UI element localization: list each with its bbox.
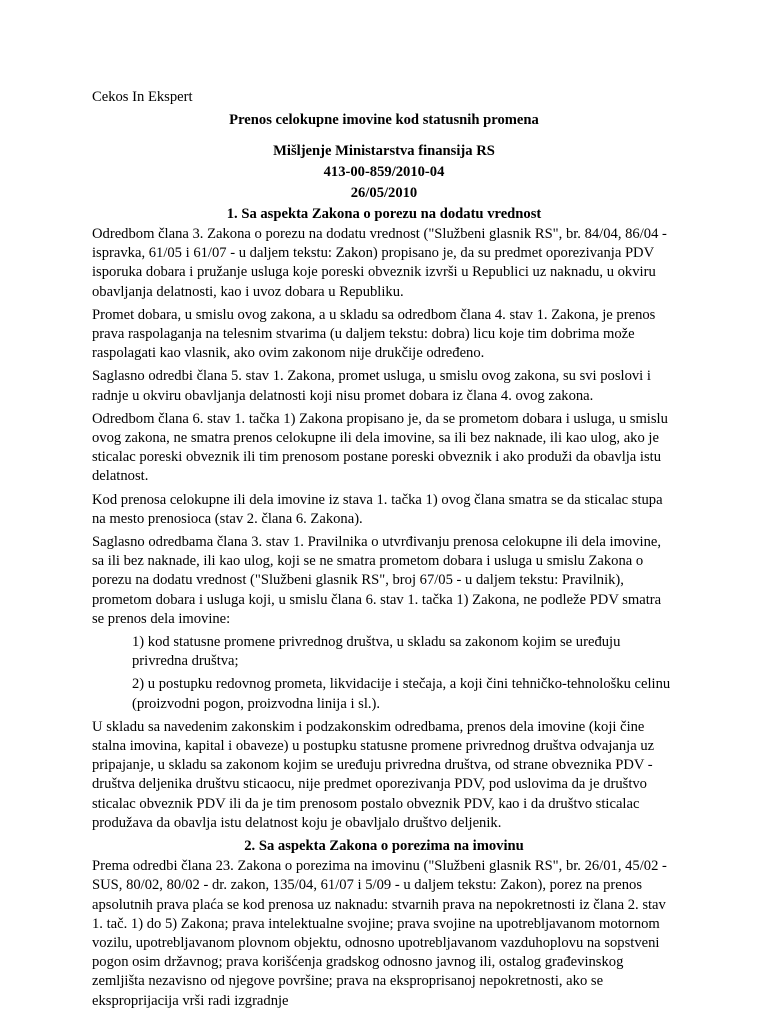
- section-1-heading: 1. Sa aspekta Zakona o porezu na dodatu vrednost: [226, 206, 542, 222]
- document-number: 413-00-859/2010-04: [323, 164, 445, 180]
- section-1-paragraph: Saglasno odredbama člana 3. stav 1. Pravilnika o utvrđivanju prenosa celokupne ili dela imovine, sa ili bez naknade, ili kao ulog, koji se ne smatra prometom dobara i usluga u smislu Zakona o porezu na dodatu vrednost ("Službeni glasnik RS", broj 67/05 - u daljem tekstu: Pravilnik), prometom dobara i usluga koji, u smislu člana 6. stav 1. tačka 1) Zakona, ne podleže PDV smatra se prenos dela imovine:: [92, 534, 662, 627]
- document-date: 26/05/2010: [350, 185, 418, 201]
- document-title: Prenos celokupne imovine kod statusnih promena: [229, 112, 539, 128]
- section-1-paragraph: Odredbom člana 3. Zakona o porezu na dodatu vrednost ("Službeni glasnik RS", br. 84/04, 86/04 - ispravka, 61/05 i 61/07 - u daljem tekstu: Zakon) propisano je, da su predmet oporezivanja PDV isporuka dobara i pružanje usluga koje poreski obveznik izvrši u Republici uz naknadu, u okviru obavljanja delatnosti, kao i uvoz dobara u Republiku.: [92, 226, 667, 300]
- source-label: Cekos In Ekspert: [92, 89, 193, 105]
- section-1-paragraph: Odredbom člana 6. stav 1. tačka 1) Zakona propisano je, da se prometom dobara i usluga, u smislu ovog zakona, ne smatra prenos celokupne ili dela imovine, sa ili bez naknade, ili kao ulog, ako je sticalac poreski obveznik ili tim prenosom postane poreski obveznik i ako produži da obavlja istu delatnost.: [92, 410, 668, 485]
- document-page: [92, 88, 676, 1015]
- section-2-paragraph: Prema odredbi člana 23. Zakona o porezima na imovinu ("Službeni glasnik RS", br. 26/01, 45/02 - SUS, 80/02, 80/02 - dr. zakon, 135/04, 61/07 i 5/09 - u daljem tekstu: Zakon), porez na prenos apsolutnih prava plaća se kod prenosa uz naknadu: stvarnih prava na nepokretnosti iz člana 2. stav 1. tač. 1) do 5) Zakona; prava intelektualne svojine; prava svojine na upotrebljavanom motornom vozilu, upotrebljavanom plovnom objektu, odnosno upotrebljavanom vazduhoplovu na sopstveni pogon osim državnog; prava korišćenja gradskog odnosno javnog ili, ostalog građevinskog zemljišta nezavisno od njegove površine; prava na eksproprisanoj nepokretnosti, ako se eksproprijacija vrši radi izgradnje: [92, 858, 667, 1009]
- section-1-paragraph: Saglasno odredbi člana 5. stav 1. Zakona, promet usluga, u smislu ovog zakona, su svi poslovi i radnje u okviru obavljanja delatnosti koji nisu promet dobara iz člana 4. ovog zakona.: [92, 368, 651, 404]
- list-item: 1) kod statusne promene privrednog društva, u skladu sa zakonom kojim se uređuju privredna društva;: [132, 634, 621, 670]
- opinion-label: Mišljenje Ministarstva finansija RS: [273, 143, 495, 159]
- list-item: 2) u postupku redovnog prometa, likvidacije i stečaja, a koji čini tehničko-tehnološku celinu (proizvodni pogon, proizvodna linija i sl.).: [132, 676, 671, 712]
- section-1-paragraph: Promet dobara, u smislu ovog zakona, a u skladu sa odredbom člana 4. stav 1. Zakona, je prenos prava raspolaganja na telesnim stvarima (u daljem tekstu: dobra) licu koje tim dobrima može raspolagati kao vlasnik, ako ovim zakonom nije drukčije određeno.: [92, 306, 656, 362]
- section-2-heading: 2. Sa aspekta Zakona o porezima na imovinu: [244, 838, 524, 855]
- section-1-paragraph: Kod prenosa celokupne ili dela imovine iz stava 1. tačka 1) ovog člana smatra se da sticalac stupa na mesto prenosioca (stav 2. člana 6. Zakona).: [92, 491, 663, 527]
- section-1-closing: U skladu sa navedenim zakonskim i podzakonskim odredbama, prenos dela imovine (koji čine stalna imovina, kapital i obaveze) u postupku statusne promene privrednog društva odvajanja uz pripajanje, u skladu sa zakonom kojim se uređuju privredna društva, od strane obveznika PDV - društva deljenika društvu sticaocu, nije predmet oporezivanja PDV, pod uslovima da je društvo sticalac obveznik PDV ili da je tim prenosom postalo obveznik PDV, kao i da društvo sticalac produžava da obavlja istu delatnost koju je obavljalo društvo deljenik.: [92, 718, 655, 831]
